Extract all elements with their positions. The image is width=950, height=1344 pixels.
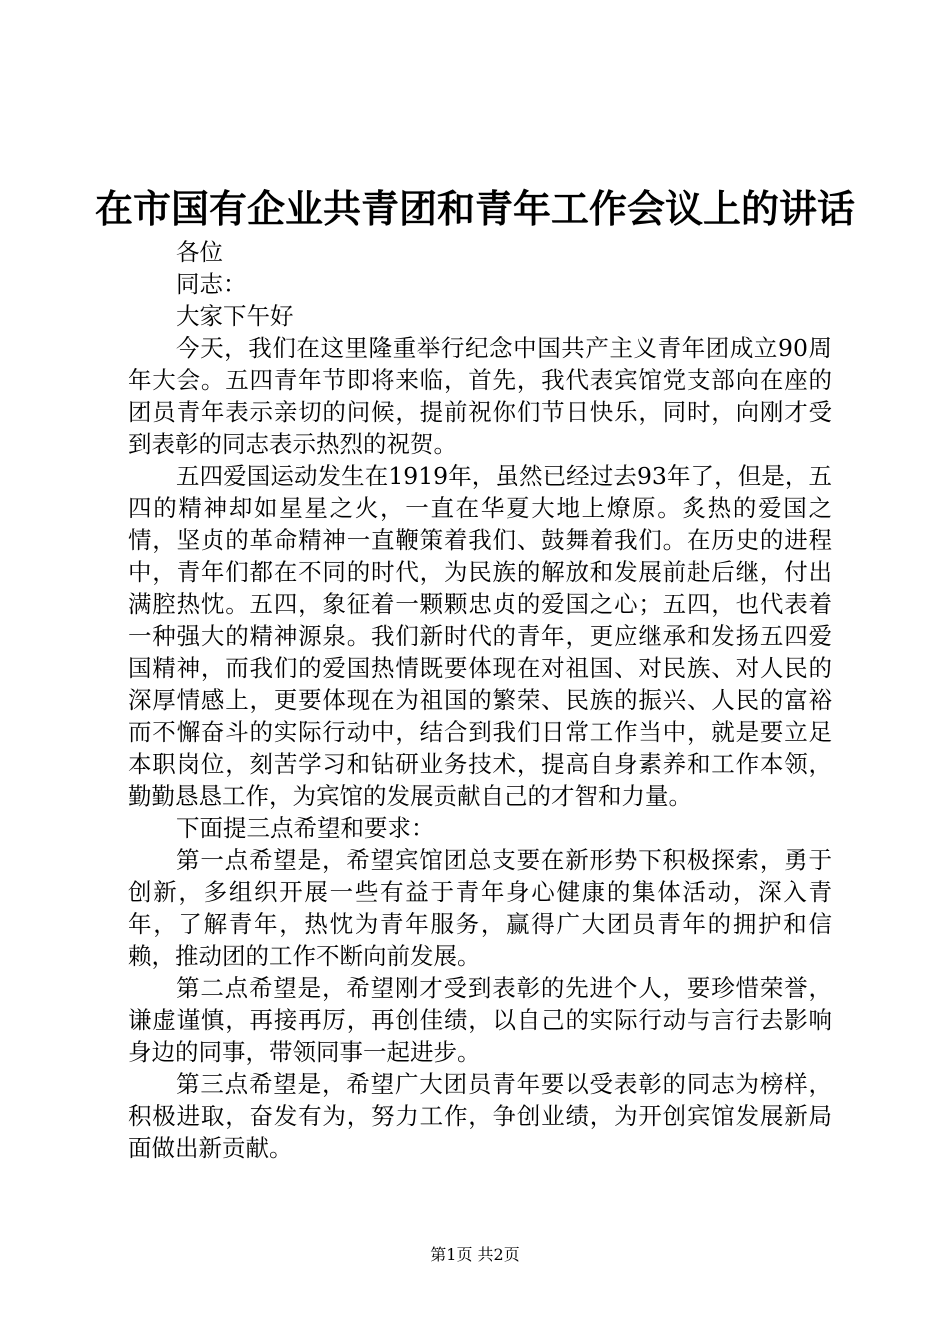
paragraph-hope-three: 第三点希望是，希望广大团员青年要以受表彰的同志为榜样，积极进取，奋发有为，努力工作，争创业绩，为开创宾馆发展新局面做出新贡献。 <box>128 1070 832 1162</box>
paragraph-may-fourth: 五四爱国运动发生在1919年，虽然已经过去93年了，但是，五四的精神却如星星之火，一直在华夏大地上燎原。炙热的爱国之情，坚贞的革命精神一直鞭策着我们、鼓舞着我们。在历史的进程中，青年们都在不同的时代，为民族的解放和发展前赴后继，付出满腔热忱。五四，象征着一颗颗忠贞的爱国之心；五四，也代表着一种强大的精神源泉。我们新时代的青年，更应继承和发扬五四爱国精神，而我们的爱国热情既要体现在对祖国、对民族、对人民的深厚情感上，更要体现在为祖国的繁荣、民族的振兴、人民的富裕而不懈奋斗的实际行动中，结合到我们日常工作当中，就是要立足本职岗位，刻苦学习和钻研业务技术，提高自身素养和工作本领，勤勤恳恳工作，为宾馆的发展贡献自己的才智和力量。 <box>128 462 832 810</box>
document-title: 在市国有企业共青团和青年工作会议上的讲话 <box>94 186 855 231</box>
greeting-line: 大家下午好 <box>176 302 294 330</box>
paragraph-hope-two: 第二点希望是，希望刚才受到表彰的先进个人，要珍惜荣誉，谦虚谨慎，再接再厉，再创佳绩，以自己的实际行动与言行去影响身边的同事，带领同事一起进步。 <box>128 974 832 1066</box>
paragraph-hopes-intro: 下面提三点希望和要求： <box>176 814 435 842</box>
salutation-line-2: 同志： <box>176 270 247 298</box>
paragraph-opening: 今天，我们在这里隆重举行纪念中国共产主义青年团成立90周年大会。五四青年节即将来临，首先，我代表宾馆党支部向在座的团员青年表示亲切的问候，提前祝你们节日快乐，同时，向刚才受到表彰的同志表示热烈的祝贺。 <box>128 334 832 458</box>
page-number-footer: 第1页 共2页 <box>430 1245 520 1264</box>
paragraph-hope-one: 第一点希望是，希望宾馆团总支要在新形势下积极探索，勇于创新，多组织开展一些有益于青年身心健康的集体活动，深入青年，了解青年，热忱为青年服务，赢得广大团员青年的拥护和信赖，推动团的工作不断向前发展。 <box>128 846 832 970</box>
document-body <box>128 236 832 1164</box>
salutation-line-1: 各位 <box>176 238 223 266</box>
